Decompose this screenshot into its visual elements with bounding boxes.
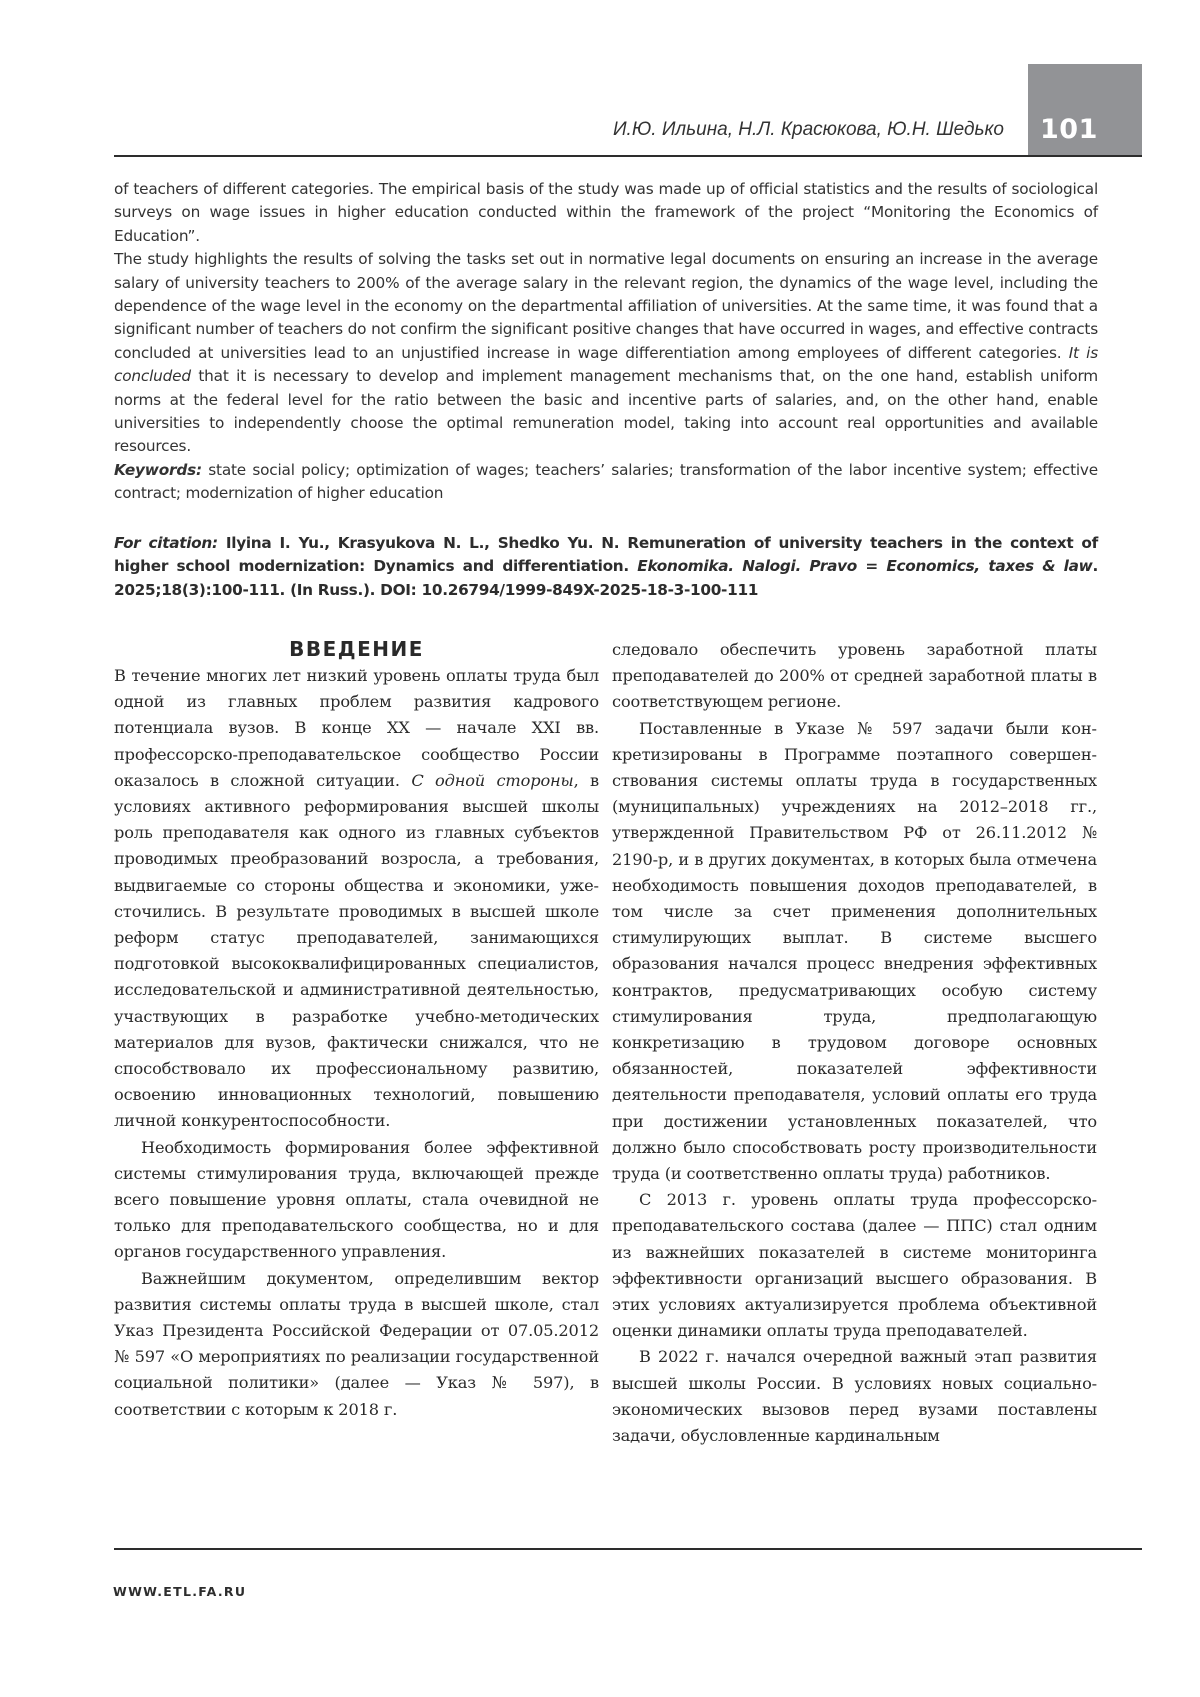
abstract-emphasis: It is concluded <box>114 343 1098 386</box>
body-column-right <box>612 637 1097 1449</box>
citation <box>114 532 1098 602</box>
page-number: 101 <box>1040 114 1098 145</box>
abstract-text: The study highlights the results of solving the tasks set out in normative legal documents on ensuring an increase in the average salary of university teachers to 200% of the average salary in the relevant region, the dynamics of the wage level, including the dependence of the wage level in the economy on the departmental affiliation of universities. At the same time, it was found that a significant number of teachers do not confirm the significant positive changes that have occurred in wages, and effective contracts concluded at universities lead to an unjustified increase in wage differentiation among employees of different categories. <box>114 250 1098 362</box>
citation-details: . 2025;18(3):100-111. (In Russ.). DOI: 10.26794/1999-849X-2025-18-3-100-111 <box>114 557 1098 599</box>
body-emphasis: С одной стороны <box>411 770 574 790</box>
citation-paragraph <box>114 532 1098 602</box>
keywords-text: state social policy; optimization of wages; teachers’ salaries; transformation of the labor incentive system; effective contract; modernization of higher education <box>114 460 1098 503</box>
keywords-label: Keywords: <box>114 460 202 479</box>
body-paragraph <box>114 663 599 1135</box>
citation-journal: Ekonomika. Nalogi. Pravo = Economics, taxes & law <box>637 557 1093 576</box>
body-paragraph: В 2022 г. начался очередной важный этап развития высшей школы России. В условиях новых социально-экономических вызовов перед вузами поставлены задачи, обусловленные кардинальным <box>612 1347 1097 1446</box>
abstract-text: that it is necessary to develop and implement management mechanisms that, on the one hand, establish uniform norms at the federal level for the ratio between the basic and incentive parts of salaries, and, on the other hand, enable universities to independently choose the optimal remuneration model, taking into account real opportunities and available resources. <box>114 367 1098 456</box>
body-text: В течение многих лет низкий уровень оплаты труда был одной из главных проблем развития кадрового потенциала вузов. В конце XX — начале XXI вв. профессорско-преподавательское сообщество России оказалось в сложной ситуации. <box>114 666 599 790</box>
body-paragraph: Поставленные в Указе № 597 задачи были конкретизированы в Программе поэтапного совершенствования системы оплаты труда в государственных (муниципальных) учреждениях на 2012–2018 гг., утвержденной Правительством РФ от 26.11.2012 № 2190-р, и в других документах, в которых была отмечена необходимость повышения доходов преподавателей, в том числе за счет применения дополнительных стимулирующих выплат. В системе высшего образования начался процесс внедрения эффективных контрактов, предусматривающих особую систему стимулирования труда, предполагающую конкретизацию в трудовом договоре основных обязанностей, показателей эффективности деятельности преподавателя, условий оплаты его труда при достижении установленных показателей, что должно было способствовать росту производительности труда (и соответственно оплаты труда) работников. <box>612 718 1097 1184</box>
section-heading: ВВЕДЕНИЕ <box>289 637 424 661</box>
body-text: , в условиях активного реформирования высшей школы роль преподавателя как одного из главных субъектов проводимых преобразований возросла, а требования, выдвигаемые со стороны общества и экономики, ужесточились. В результате проводимых в высшей школе реформ статус преподавателей, занимающихся подготовкой высококвалифицированных специалистов, исследовательской и административной деятельностью, участвующих в разработке учебно-методических материалов для вузов, фактически снижался, что не способствовало их профессиональному развитию, освоению инновационных технологий, повышению личной конкурентоспособности. <box>114 770 599 1131</box>
body-paragraph: Необходимость формирования более эффективной системы стимулирования труда, включающей прежде всего повышение уровня оплаты, стала очевидной не только для преподавательского сообщества, но и для органов государственного управления. <box>114 1137 599 1262</box>
footer-rule <box>114 1548 1142 1550</box>
abstract-paragraph <box>114 248 1098 459</box>
running-head-authors: И.Ю. Ильина, Н.Л. Красюкова, Ю.Н. Шедько <box>612 119 1004 140</box>
citation-label: For citation: <box>114 534 218 552</box>
header-rule <box>114 155 1142 157</box>
body-paragraph: следовало обеспечить уровень заработной платы преподавателей до 200% от средней заработной платы в соответствующем регионе. <box>612 640 1097 712</box>
footer-journal-url[interactable]: WWW.ETL.FA.RU <box>113 1584 247 1599</box>
keywords <box>114 459 1098 506</box>
abstract-paragraph: of teachers of different categories. The empirical basis of the study was made up of official statistics and the results of sociological surveys on wage issues in higher education conducted within the framework of the project “Monitoring the Economics of Education”. <box>114 180 1098 245</box>
abstract <box>114 178 1098 506</box>
body-column-left <box>114 636 599 1423</box>
body-paragraph: С 2013 г. уровень оплаты труда профессорско-преподавательского состава (далее — ППС) стал одним из важнейших показателей в системе мониторинга эффективности организаций высшего образования. В этих условиях актуализируется проблема объективной оценки динамики оплаты труда преподавателей. <box>612 1190 1097 1341</box>
body-paragraph: Важнейшим документом, определившим вектор развития системы оплаты труда в высшей школе, стал Указ Президента Российской Федерации от 07.05.2012 № 597 «О мероприятиях по реализации государственной социальной политики» (далее — Указ № 597), в соответствии с которым к 2018 г. <box>114 1268 599 1419</box>
citation-authors-title: Ilyina I. Yu., Krasyukova N. L., Shedko Yu. N. Remuneration of university teachers in the context of higher school modernization: Dynamics and differentiation. <box>114 534 1098 576</box>
